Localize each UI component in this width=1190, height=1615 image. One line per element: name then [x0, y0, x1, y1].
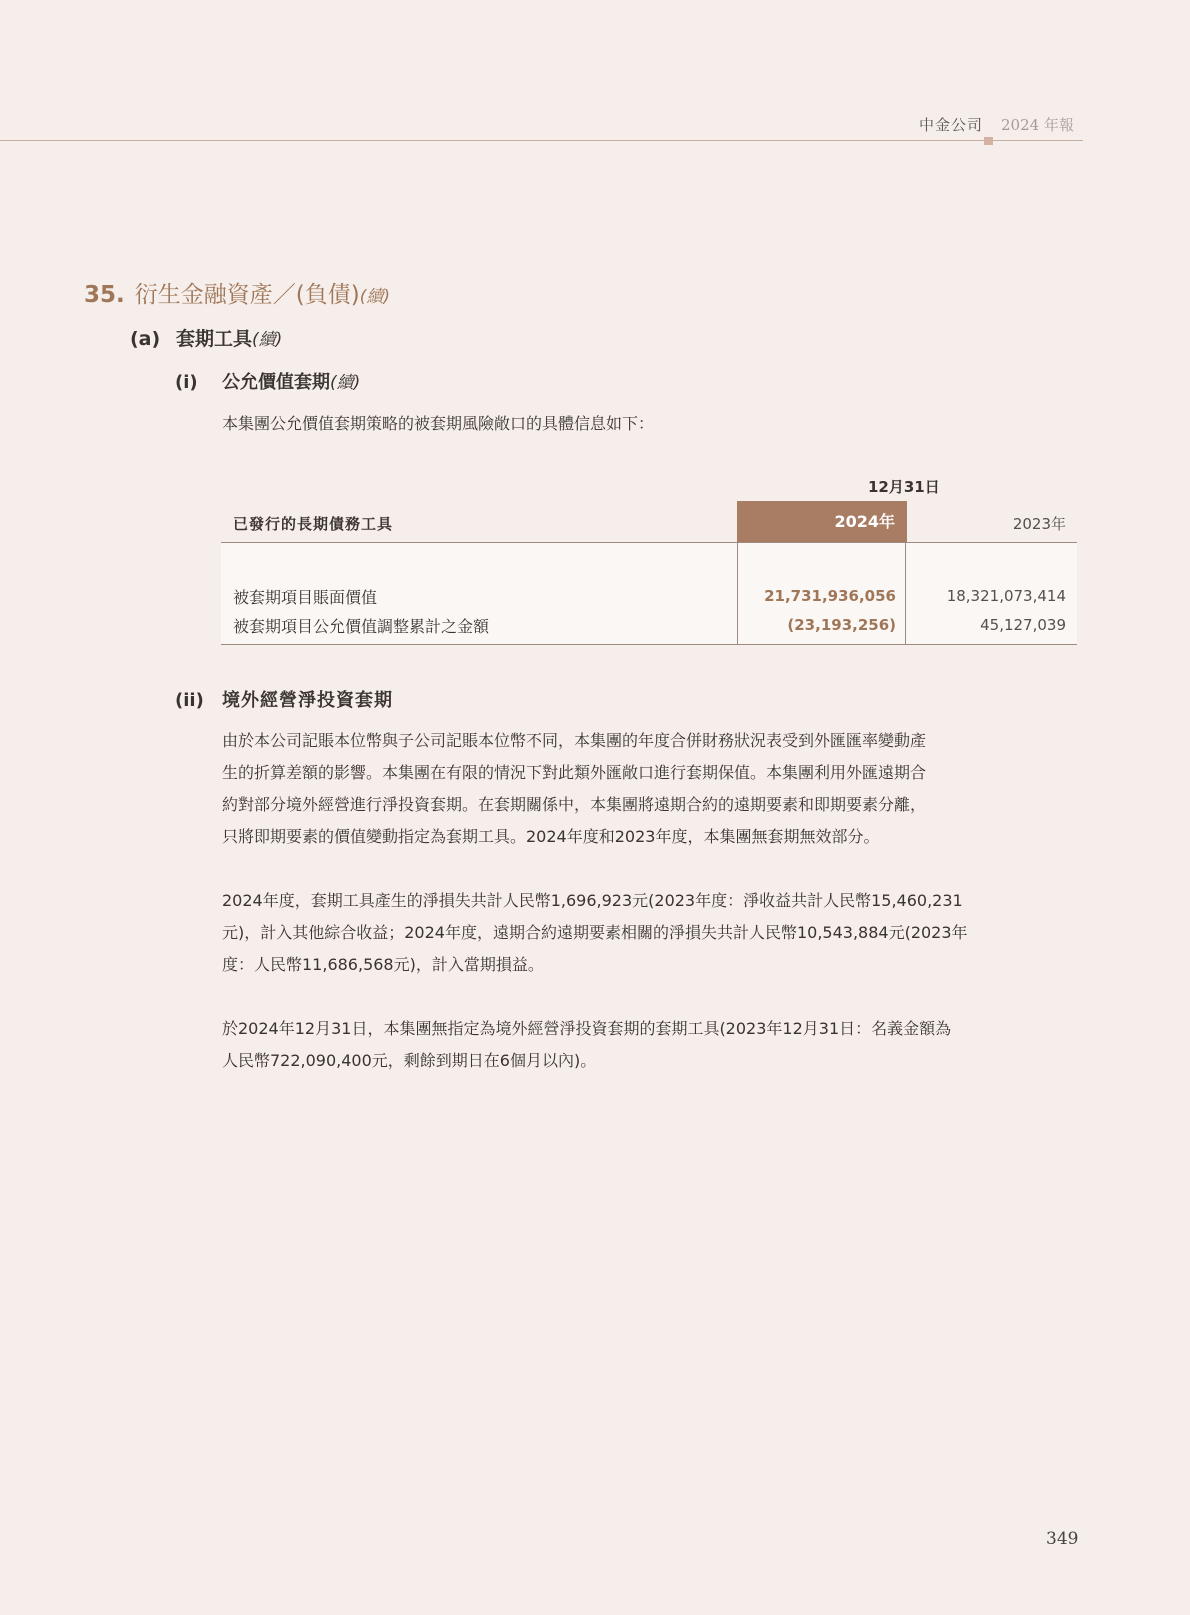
section-title-text: 衍生金融資產／(負債)	[134, 282, 360, 308]
paragraph-2-line: 2024年度，套期工具產生的淨損失共計人民幣1,696,923元(2023年度：淨收益共計人民幣15,460,231	[222, 891, 963, 910]
paragraph-1-line: 只將即期要素的價值變動指定為套期工具。2024年度和2023年度，本集團無套期無效部分。	[222, 827, 880, 846]
subsection-i-title: 公允價值套期	[222, 372, 330, 393]
table-row-1-value-2024: 21,731,936,056	[764, 587, 896, 605]
table-col-2024-header: 2024年	[737, 501, 907, 542]
subsection-a-title: 套期工具	[176, 328, 253, 350]
table-date-header: 12月31日	[868, 478, 940, 496]
paragraph-3-line: 於2024年12月31日，本集團無指定為境外經營淨投資套期的套期工具(2023年12月31日：名義金額為	[222, 1019, 952, 1038]
paragraph-1-line: 生的折算差額的影響。本集團在有限的情況下對此類外匯敞口進行套期保值。本集團利用外匯遠期合	[222, 763, 927, 782]
paragraph-2-line: 度：人民幣11,686,568元)，計入當期損益。	[222, 955, 544, 974]
subsection-i-continued: (續)	[330, 373, 361, 393]
paragraph-1-line: 由於本公司記賬本位幣與子公司記賬本位幣不同，本集團的年度合併財務狀況表受到外匯匯率變動產	[222, 731, 927, 750]
subsection-a-label: (a)	[130, 328, 161, 350]
paragraph-3-line: 人民幣722,090,400元，剩餘到期日在6個月以內)。	[222, 1051, 597, 1070]
subsection-a-continued: (續)	[252, 330, 283, 350]
header-report-title: 2024 年報	[1001, 116, 1074, 134]
table-col-2023-header: 2023年	[1012, 515, 1066, 533]
subsection-ii-title: 境外經營淨投資套期	[222, 690, 393, 711]
section-continued: (續)	[359, 287, 390, 307]
paragraph-2-line: 元)，計入其他綜合收益；2024年度，遠期合約遠期要素相關的淨損失共計人民幣10,543,884元(2023年	[222, 923, 968, 942]
header-rule	[0, 140, 1083, 141]
table-bottom-rule	[221, 644, 1077, 645]
table-row-1-label: 被套期項目賬面價值	[233, 588, 378, 607]
subsection-i-heading	[175, 368, 360, 394]
section-number: 35.	[84, 282, 125, 308]
paragraph-1	[222, 725, 1078, 853]
table-row-1-value-2023: 18,321,073,414	[946, 587, 1066, 605]
subsection-a-heading	[130, 324, 282, 351]
table-row-2-value-2024: (23,193,256)	[787, 616, 896, 634]
table-row-2-label: 被套期項目公允價值調整累計之金額	[233, 617, 490, 636]
header-marker	[984, 137, 993, 145]
subsection-ii-label: (ii)	[175, 690, 204, 711]
paragraph-3	[222, 1013, 1078, 1077]
table-row-header: 已發行的長期債務工具	[233, 515, 394, 533]
page-number: 349	[1046, 1529, 1079, 1549]
subsection-i-intro: 本集團公允價值套期策略的被套期風險敞口的具體信息如下：	[222, 414, 655, 433]
table-row-2-value-2023: 45,127,039	[980, 616, 1066, 634]
subsection-i-label: (i)	[175, 372, 198, 393]
section-title	[84, 276, 390, 309]
paragraph-2	[222, 885, 1078, 981]
paragraph-1-line: 約對部分境外經營進行淨投資套期。在套期關係中，本集團將遠期合約的遠期要素和即期要素分離，	[222, 795, 927, 814]
subsection-ii-heading	[175, 686, 393, 712]
header-company: 中金公司	[919, 116, 984, 134]
